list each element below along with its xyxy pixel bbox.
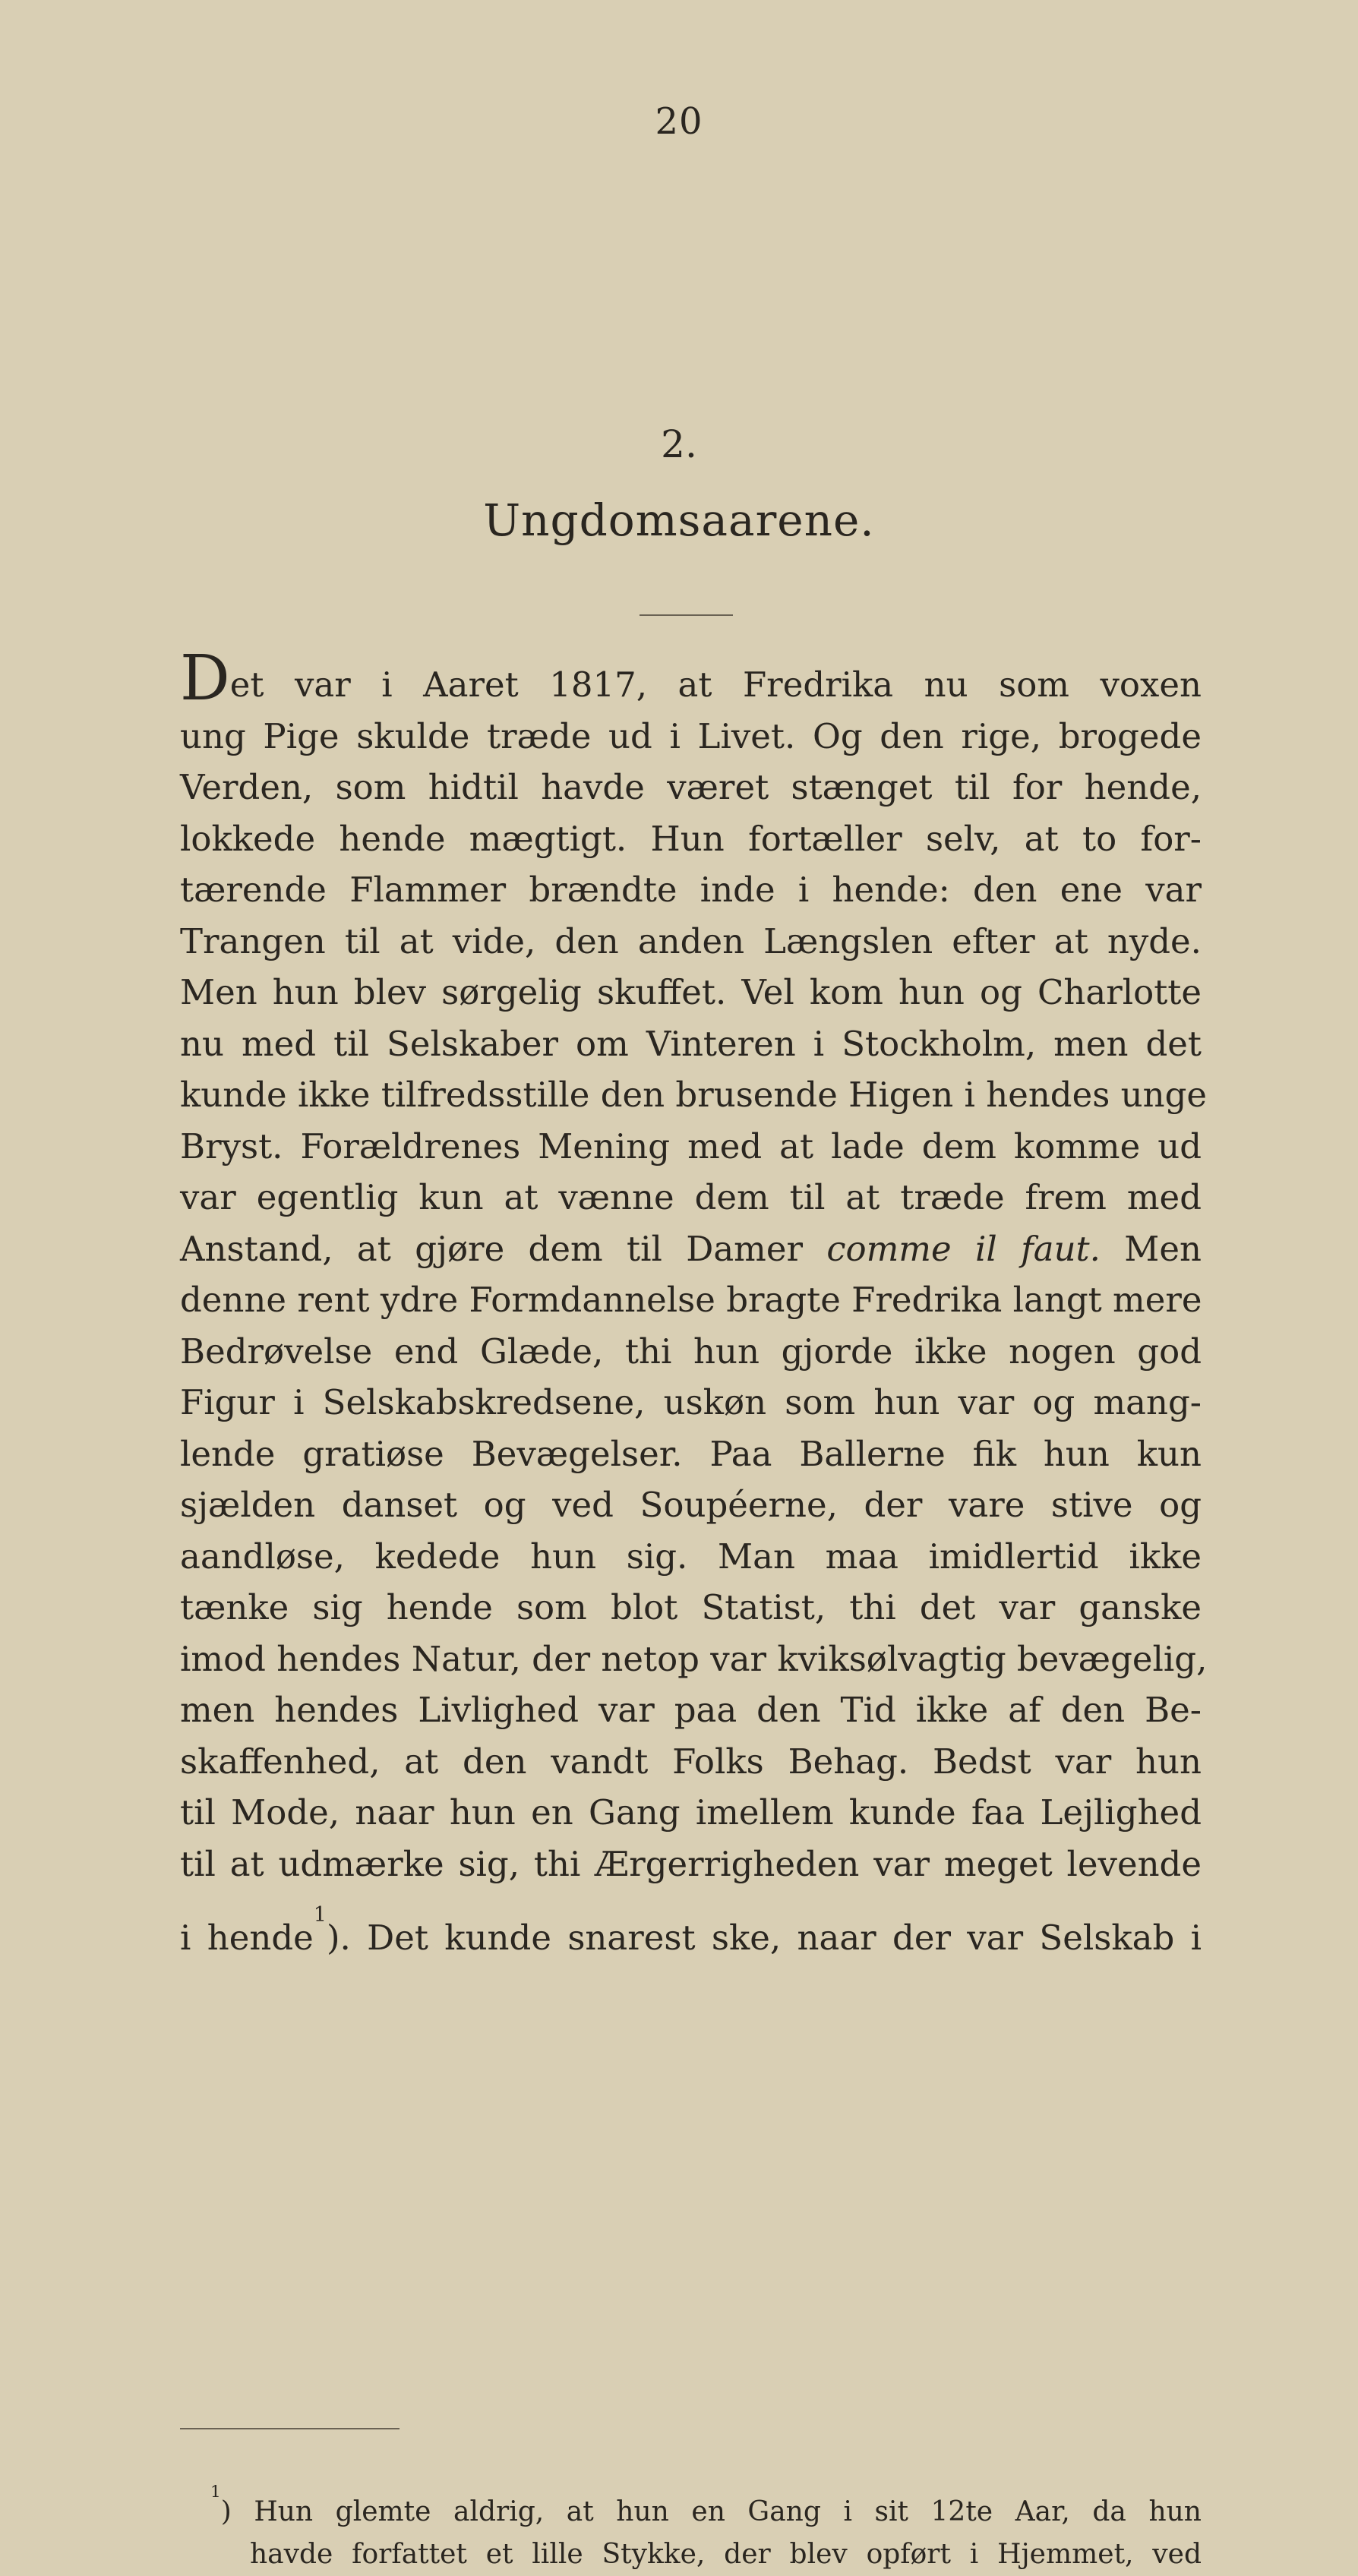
body-line: tærende Flammer brændte inde i hende: den ene var — [180, 870, 1202, 910]
body-line: kunde ikke tilfredsstille den brusende Higen i hendes unge — [180, 1075, 1208, 1115]
chapter-number: 2. — [661, 422, 697, 466]
body-line: Trangen til at vide, den anden Længslen efter at nyde. — [180, 920, 1202, 961]
body-line: lokkede hende mægtigt. Hun fortæller selv, at to for- — [180, 818, 1202, 859]
body-line: Bedrøvelse end Glæde, thi hun gjorde ikke nogen god — [180, 1331, 1202, 1372]
body-line: til Mode, naar hun en Gang imellem kunde faa Lejlighed — [180, 1792, 1202, 1833]
chapter-title: Ungdomsaarene. — [483, 494, 875, 546]
body-line: Men hun blev sørgelig skuffet. Vel kom hun og Charlotte — [180, 972, 1202, 1012]
body-line: skaffenhed, at den vandt Folks Behag. Bedst var hun — [180, 1741, 1202, 1782]
page-number: 20 — [655, 100, 703, 143]
body-line: til at udmærke sig, thi Ærgerrigheden var meget levende — [180, 1843, 1202, 1884]
footnote-line-1 — [180, 2471, 1202, 2533]
footnote-marker: 1 — [210, 2483, 221, 2502]
body-line-anstand — [180, 1223, 1202, 1275]
body-line: men hendes Livlighed var paa den Tid ikke af den Be- — [180, 1690, 1202, 1730]
title-divider — [640, 614, 733, 616]
anstand-text: Anstand, at gjøre dem til Damer — [180, 1228, 827, 1269]
body-text — [180, 642, 1208, 1959]
body-line: tænke sig hende som blot Statist, thi det var ganske — [180, 1587, 1202, 1627]
anstand-tail: Men — [1100, 1228, 1202, 1269]
body-line-1 — [180, 642, 1202, 715]
body-line: Verden, som hidtil havde været stænget til for hende, — [180, 767, 1202, 807]
footnote-divider — [180, 2428, 400, 2429]
footnote-text-1: ) Hun glemte aldrig, at hun en Gang i sit 12te Aar, da hun — [220, 2496, 1202, 2527]
drop-cap: D — [180, 642, 230, 715]
footnotes — [180, 2471, 1202, 2576]
body-line: nu med til Selskaber om Vinteren i Stockholm, men det — [180, 1023, 1202, 1064]
body-line: sjælden danset og ved Soupéerne, der vare stive og — [180, 1485, 1202, 1525]
body-line-last — [180, 1889, 1202, 1959]
body-line: Figur i Selskabskredsene, uskøn som hun var og mang- — [180, 1382, 1202, 1422]
footnote-reference: 1 — [313, 1903, 327, 1927]
last-line-tail: ). Det kunde snarest ske, naar der var Selskab i — [326, 1918, 1202, 1959]
last-line-text: i hende — [180, 1918, 314, 1959]
body-line: denne rent ydre Formdannelse bragte Fredrika langt mere — [180, 1280, 1202, 1320]
body-line: var egentlig kun at vænne dem til at træde frem med — [180, 1177, 1202, 1217]
body-line: ung Pige skulde træde ud i Livet. Og den rige, brogede — [180, 715, 1202, 756]
body-line: imod hendes Natur, der netop var kviksølvagtig bevægelig, — [180, 1638, 1208, 1679]
italic-phrase: comme il faut. — [826, 1228, 1101, 1269]
first-line-text: et var i Aaret 1817, at Fredrika nu som voxen — [229, 665, 1202, 705]
body-line: aandløse, kedede hun sig. Man maa imidlertid ikke — [180, 1536, 1202, 1577]
footnote-line-2: havde forfattet et lille Stykke, der blev opført i Hjemmet, ved — [250, 2538, 1202, 2570]
body-line: Bryst. Forældrenes Mening med at lade dem komme ud — [180, 1125, 1202, 1166]
body-line: lende gratiøse Bevægelser. Paa Ballerne fik hun kun — [180, 1433, 1202, 1474]
